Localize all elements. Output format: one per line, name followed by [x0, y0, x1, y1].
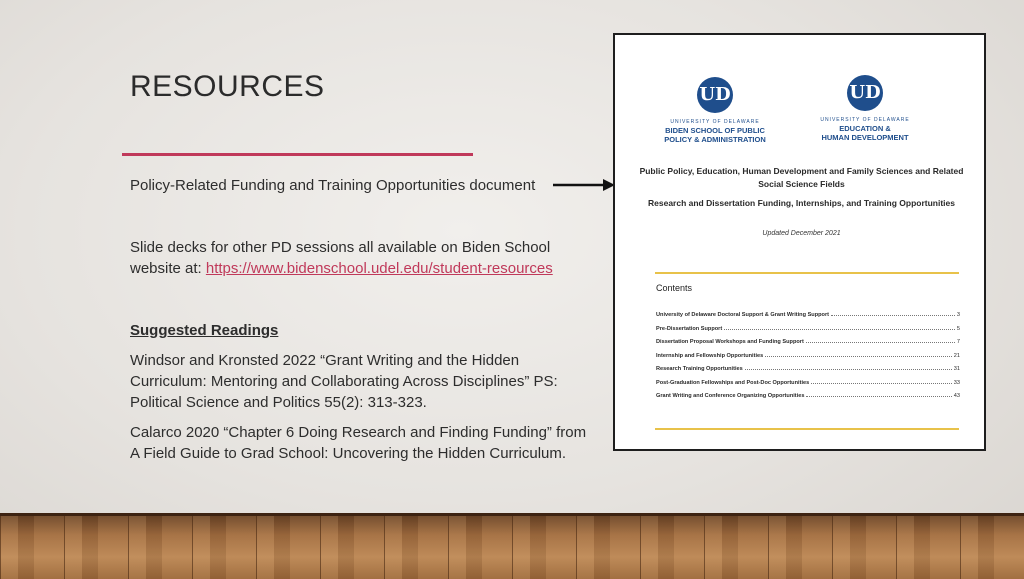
ud-seal-icon: UD [847, 75, 883, 111]
toc-title: Grant Writing and Conference Organizing Opportunities [656, 393, 805, 399]
toc-leader-dots [724, 324, 955, 330]
toc-row [656, 324, 960, 338]
logo-line-1: EDUCATION & [839, 124, 891, 133]
suggested-readings-heading: Suggested Readings [130, 322, 279, 339]
divider [655, 428, 959, 430]
slide-title: RESOURCES [130, 70, 325, 103]
toc-title: Post-Graduation Fellowships and Post-Doc Opportunities [656, 379, 810, 386]
reading-item: Calarco 2020 “Chapter 6 Doing Research and Finding Funding” from A Field Guide to Grad School: Uncovering the Hidden Curriculum. [130, 424, 587, 462]
toc-page-number: 5 [956, 325, 960, 332]
wood-floor-background [0, 513, 1024, 579]
toc-row [656, 310, 960, 324]
toc-title: Dissertation Proposal Workshops and Funding Support [656, 339, 804, 345]
contents-heading: Contents [656, 283, 693, 293]
title-divider [122, 153, 473, 156]
toc-row [656, 391, 960, 405]
document-subheading: Research and Dissertation Funding, Internships, and Training Opportunities [648, 198, 955, 208]
logo-line-2: POLICY & ADMINISTRATION [664, 135, 766, 144]
divider [655, 272, 959, 274]
toc-row [656, 337, 960, 351]
toc-title: Pre-Dissertation Support [656, 325, 723, 332]
toc-leader-dots [806, 337, 955, 343]
toc-page-number: 3 [956, 312, 960, 318]
biden-school-logo [655, 77, 775, 144]
logo-university-text: UNIVERSITY OF DELAWARE [820, 117, 910, 123]
logo-line-1: BIDEN SCHOOL OF PUBLIC [665, 126, 765, 135]
ud-seal-icon: UD [697, 77, 733, 113]
logo-university-text: UNIVERSITY OF DELAWARE [670, 119, 760, 125]
toc-page-number: 33 [953, 379, 960, 386]
toc-page-number: 21 [953, 352, 960, 359]
document-reference: Policy-Related Funding and Training Opportunities document [130, 177, 536, 194]
table-of-contents [656, 310, 960, 405]
document-preview [613, 33, 986, 451]
toc-row [656, 378, 960, 392]
toc-row [656, 364, 960, 378]
toc-title: University of Delaware Doctoral Support & Grant Writing Support [656, 312, 830, 318]
toc-leader-dots [831, 310, 955, 316]
toc-title: Internship and Fellowship Opportunities [656, 352, 764, 359]
toc-leader-dots [806, 391, 951, 397]
cehd-logo [811, 75, 919, 142]
toc-page-number: 7 [956, 339, 960, 345]
reading-item: Windsor and Kronsted 2022 “Grant Writing and the Hidden Curriculum: Mentoring and Collaborating Across Disciplines” PS: Political Science and Politics 55(2): 313-323. [130, 352, 558, 411]
student-resources-link[interactable]: https://www.bidenschool.udel.edu/student-resources [205, 260, 553, 277]
document-updated-date: Updated December 2021 [762, 230, 841, 237]
toc-page-number: 43 [953, 393, 960, 399]
slide-decks-note [130, 237, 600, 279]
document-heading: Public Policy, Education, Human Development and Family Sciences and Related Social Science Fields [639, 166, 964, 189]
toc-page-number: 31 [953, 366, 960, 372]
slide-decks-text: Slide decks for other PD sessions all available on Biden School website at: [130, 239, 551, 277]
logo-line-2: HUMAN DEVELOPMENT [821, 133, 909, 142]
toc-title: Research Training Opportunities [656, 366, 743, 372]
toc-leader-dots [745, 364, 952, 370]
arrow-right-icon [553, 178, 615, 192]
toc-leader-dots [811, 378, 952, 384]
toc-row [656, 351, 960, 365]
toc-leader-dots [765, 351, 952, 357]
